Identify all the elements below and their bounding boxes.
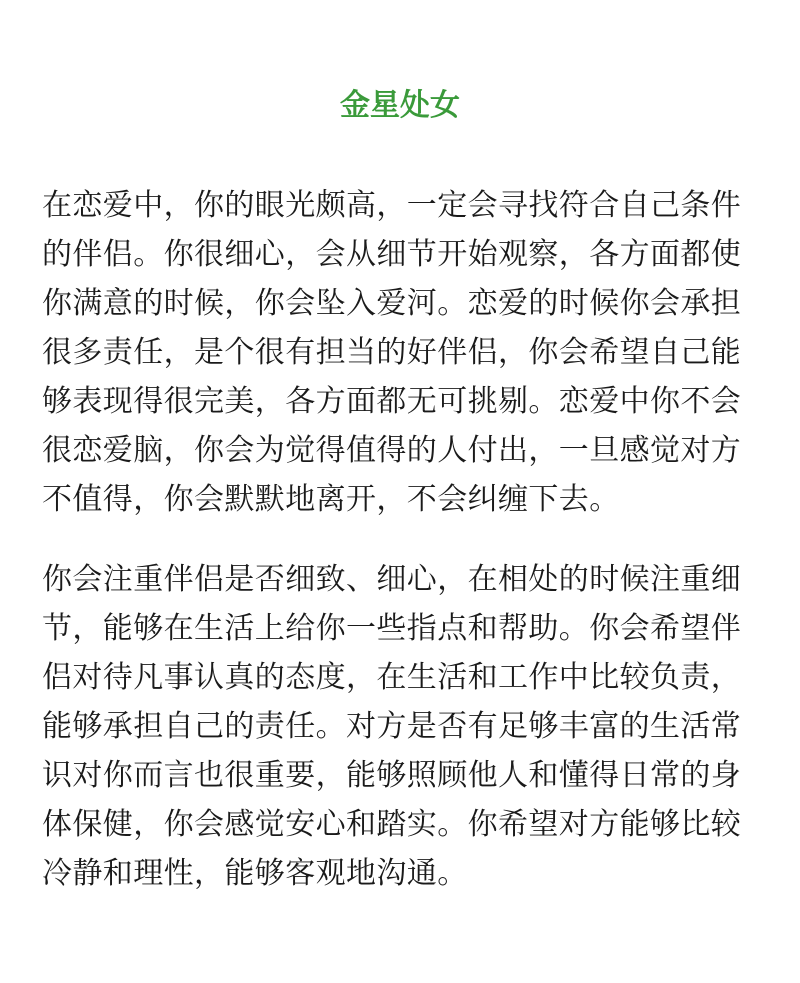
- paragraph-2: 你会注重伴侣是否细致、细心，在相处的时候注重细 节，能够在生活上给你一些指点和帮助。你会希望伴 侣对待凡事认真的态度，在生活和工作中比较负责， 能够承担自己的责任。对方是否有足够丰富的生活常 识对你而言也很重要，能够照顾他人和懂得日常的身 体保健，你会感觉安心和踏实。你希望对方能够比较 冷静和理性，能够客观地沟通。: [42, 562, 742, 891]
- paragraph-1: 在恋爱中，你的眼光颇高，一定会寻找符合自己条件 的伴侣。你很细心，会从细节开始观察，各方面都使 你满意的时候，你会坠入爱河。恋爱的时候你会承担 很多责任，是个很有担当的好伴侣，你会希望自己能 够表现得很完美，各方面都无可挑剔。恋爱中你不会 很恋爱脑，你会为觉得值得的人付出，一旦感觉对方 不值得，你会默默地离开，不会纠缠下去。: [42, 188, 742, 517]
- page-title: 金星处女: [340, 88, 460, 123]
